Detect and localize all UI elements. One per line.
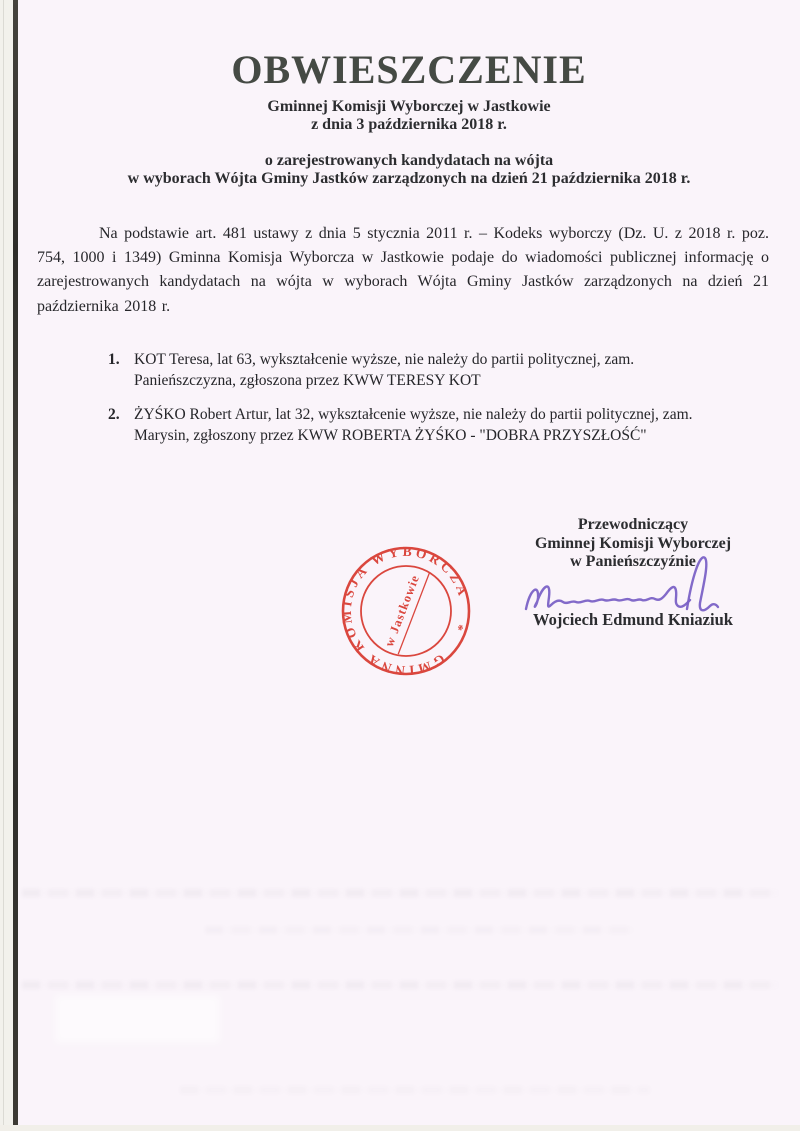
issuer-date-line: z dnia 3 października 2018 r. xyxy=(311,116,507,133)
stamp-arc-text-bottom: GMINNA xyxy=(362,650,448,679)
subject-line-2: w wyborach Wójta Gminy Jastków zarządzonych na dzień 21 października 2018 r. xyxy=(127,170,691,187)
subject-line-1: o zarejestrowanych kandydatach na wójta xyxy=(264,152,554,169)
signatory-role-line-1: Przewodniczący xyxy=(577,516,689,533)
issuer-line-1: Gminnej Komisji Wyborczej w Jastkowie xyxy=(267,98,551,115)
candidate-description: KOT Teresa, lat 63, wykształcenie wyższe, nie należy do partii politycznej, zam. Panieńszczyzna, zgłoszona przez KWW TERESY KOT xyxy=(134,351,635,389)
candidate-number: 1. xyxy=(108,351,120,368)
intro-paragraph: Na podstawie art. 481 ustawy z dnia 5 stycznia 2011 r. – Kodeks wyborczy (Dz. U. z 2018 r. poz. 754, 1000 i 1349) Gminna Komisja Wyborcza w Jastkowie podaje do wiadomości publicznej informację o zarejestrowanych kandydatach na wójta w wyborach Wójta Gminy Jastków zarządzonych na dzień 21 października 2018 r. xyxy=(37,225,769,315)
candidate-number: 2. xyxy=(108,406,120,423)
stamp-center-line xyxy=(398,572,430,654)
candidate-list xyxy=(108,349,728,459)
scan-bottom-edge xyxy=(0,1125,800,1131)
stamp-center-text: w Jastkowie xyxy=(381,572,423,649)
candidate-item-2 xyxy=(108,404,728,446)
stamp-arc-text-top: KOMISJA WYBORCZA xyxy=(338,543,472,655)
stamp-inner-ring xyxy=(361,566,451,656)
candidate-item-1 xyxy=(108,349,728,391)
svg-text:GMINNA xyxy=(363,650,448,678)
scan-ghost-text-band xyxy=(22,981,778,989)
signatory-role-line-2: Gminnej Komisji Wyborczej xyxy=(534,534,732,552)
document-title: OBWIESZCZENIE xyxy=(231,47,587,92)
candidate-description: ŻYŚKO Robert Artur, lat 32, wykształcenie wyższe, nie należy do partii politycznej, zam. Marysin, zgłoszony przez KWW ROBERTA ŻYŚKO - "DOBRA PRZYSZŁOŚĆ" xyxy=(134,406,693,444)
scan-ghost-text-band xyxy=(205,926,635,934)
signatory-role-block xyxy=(500,516,766,572)
signatory-role-line-3: w Panieńszczyźnie xyxy=(570,553,696,570)
stamp-outer-ring xyxy=(343,548,469,674)
scan-ghost-text-band xyxy=(180,1086,650,1094)
round-official-stamp xyxy=(338,543,474,679)
scan-left-margin xyxy=(0,0,13,1131)
svg-text:KOMISJA WYBORCZA xyxy=(339,544,472,655)
scan-ghost-text-band xyxy=(22,889,778,897)
signatory-name: Wojciech Edmund Kniaziuk xyxy=(533,610,733,629)
stamp-star-separator: * xyxy=(450,622,467,633)
scan-left-thin-line xyxy=(3,0,4,1131)
scan-light-patch xyxy=(55,995,220,1043)
